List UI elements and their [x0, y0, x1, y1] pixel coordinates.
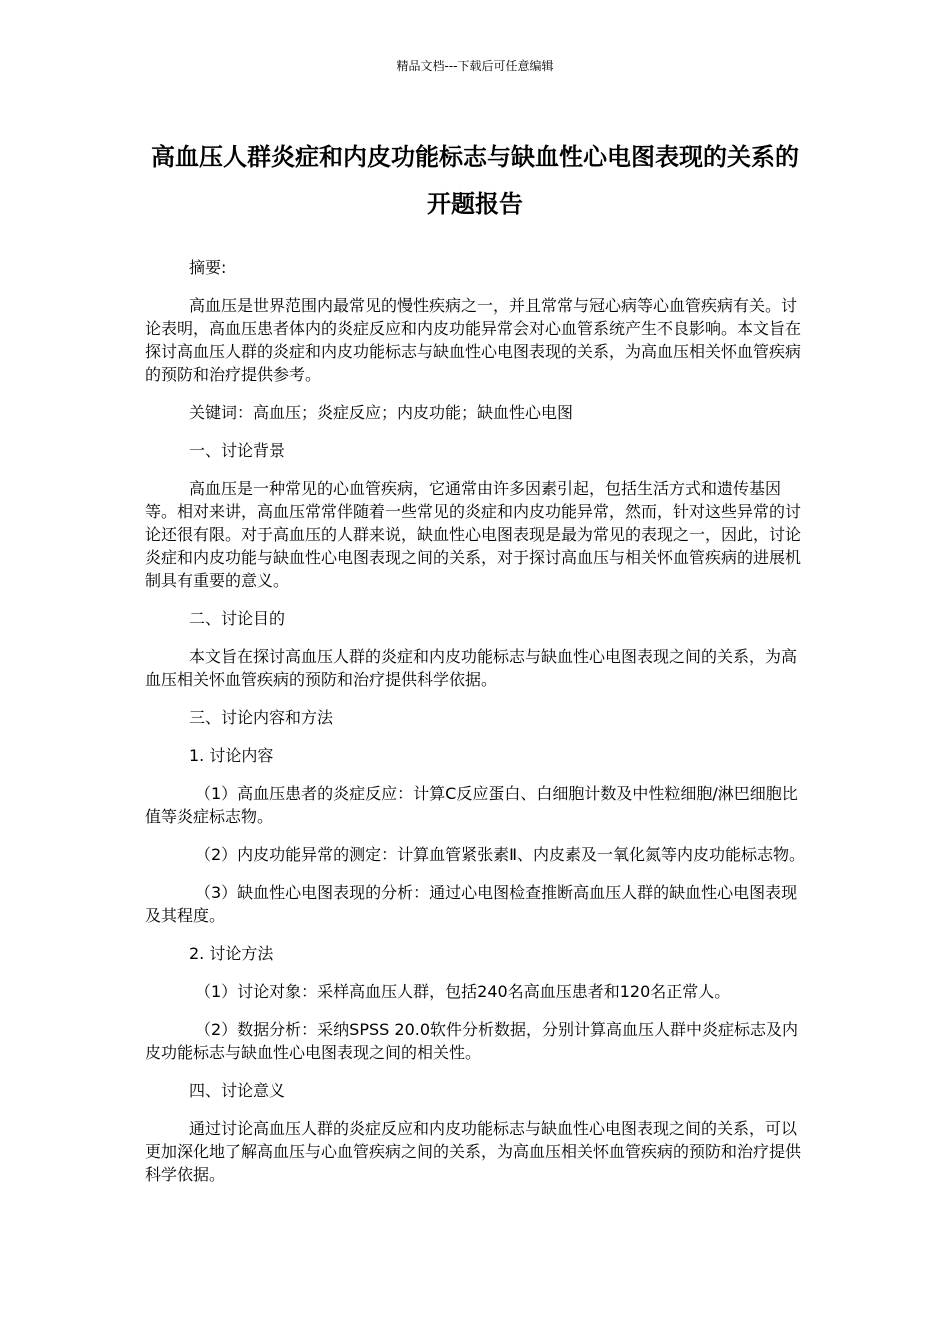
section-heading-significance: 四、讨论意义 — [189, 1081, 286, 1100]
keywords: 关键词：高血压；炎症反应；内皮功能；缺血性心电图 — [189, 403, 574, 422]
content-item-1: （1）高血压患者的炎症反应：计算C反应蛋白、白细胞计数及中性粒细胞/淋巴细胞比值等炎症标志物。 — [145, 784, 798, 826]
purpose-paragraph: 本文旨在探讨高血压人群的炎症和内皮功能标志与缺血性心电图表现之间的关系，为高血压相关怀血管疾病的预防和治疗提供科学依据。 — [145, 647, 798, 689]
abstract-paragraph: 高血压是世界范围内最常见的慢性疾病之一，并且常常与冠心病等心血管疾病有关。讨论表明，高血压患者体内的炎症反应和内皮功能异常会对心血管系统产生不良影响。本文旨在探讨高血压人群的炎症和内皮功能标志与缺血性心电图表现的关系，为高血压相关怀血管疾病的预防和治疗提供参考。 — [145, 296, 802, 384]
subheading-methods: 2. 讨论方法 — [189, 944, 274, 963]
page-header: 精品文档---下载后可任意编辑 — [396, 59, 554, 73]
content-item-2: （2）内皮功能异常的测定：计算血管紧张素Ⅱ、内皮素及一氧化氮等内皮功能标志物。 — [195, 845, 806, 864]
significance-paragraph: 通过讨论高血压人群的炎症反应和内皮功能标志与缺血性心电图表现之间的关系，可以更加深化地了解高血压与心血管疾病之间的关系，为高血压相关怀血管疾病的预防和治疗提供科学依据。 — [145, 1119, 802, 1184]
document-title: 高血压人群炎症和内皮功能标志与缺血性心电图表现的关系的开题报告 — [151, 143, 799, 218]
abstract-label: 摘要: — [189, 258, 227, 277]
methods-item-2: （2）数据分析：采纳SPSS 20.0软件分析数据，分别计算高血压人群中炎症标志及内皮功能标志与缺血性心电图表现之间的相关性。 — [145, 1020, 799, 1062]
section-heading-background: 一、讨论背景 — [189, 441, 286, 460]
section-heading-purpose: 二、讨论目的 — [189, 609, 286, 628]
content-item-3: （3）缺血性心电图表现的分析：通过心电图检查推断高血压人群的缺血性心电图表现及其程度。 — [145, 883, 798, 925]
methods-item-1: （1）讨论对象：采样高血压人群，包括240名高血压患者和120名正常人。 — [195, 982, 731, 1001]
section-heading-content-methods: 三、讨论内容和方法 — [189, 708, 334, 727]
subheading-content: 1. 讨论内容 — [189, 746, 274, 765]
background-paragraph: 高血压是一种常见的心血管疾病，它通常由许多因素引起，包括生活方式和遗传基因等。相对来讲，高血压常常伴随着一些常见的炎症和内皮功能异常，然而，针对这些异常的讨论还很有限。对于高血压的人群来说，缺血性心电图表现是最为常见的表现之一，因此，讨论炎症和内皮功能与缺血性心电图表现之间的关系，对于探讨高血压与相关怀血管疾病的进展机制具有重要的意义。 — [145, 479, 802, 590]
document-body — [145, 256, 810, 1201]
